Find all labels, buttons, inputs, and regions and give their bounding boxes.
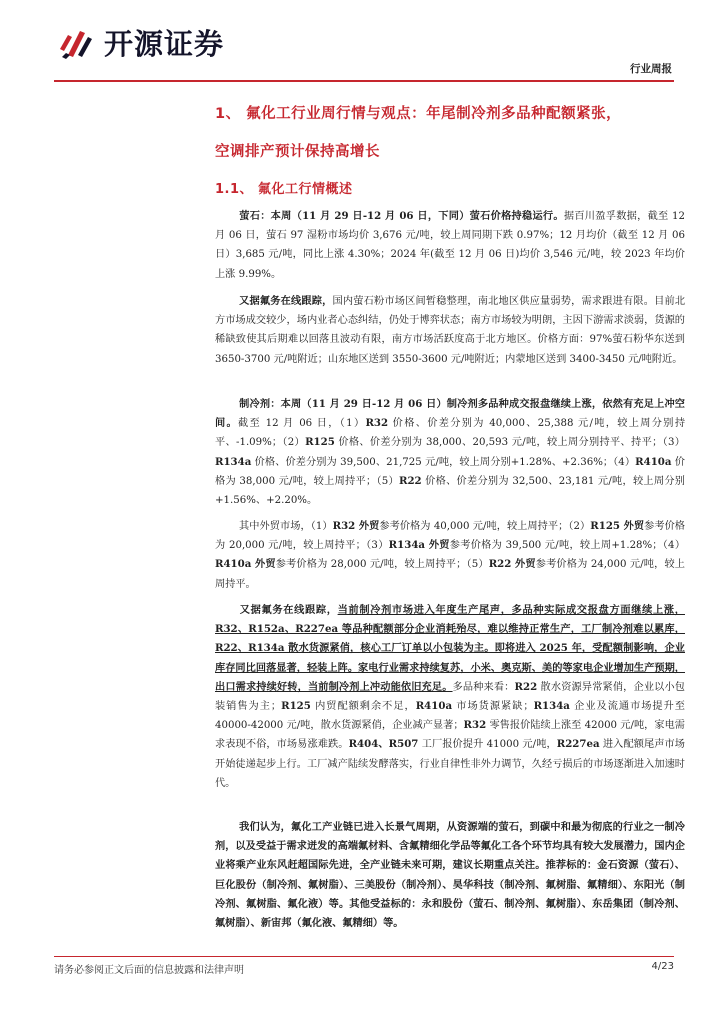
brand-logo [58, 22, 224, 63]
export-text: 参考价格为 39,500 元/吨，较上周+1.28%；（4） [449, 540, 686, 552]
fluorite-lead: 萤石：本周（11 月 29 日-12 月 06 日，下同）萤石价格持稳运行。 [239, 210, 564, 222]
report-type-label: 行业周报 [630, 63, 672, 75]
paragraph-fluorite-tracking [215, 292, 685, 369]
export-text: 参考价格为 28,000 元/吨，较上周持平；（5） [275, 559, 489, 571]
export-r32: R32 外贸 [332, 520, 380, 532]
refrig-track-r227ea: R227ea [556, 738, 600, 751]
refrig-track-text: 进入配额尾声市场开始徒递起步上行。工厂减产陆续发酵落实，行业自律性非外力调节，久经亏损后的市场逐渐进入加速时代。 [215, 739, 685, 789]
refrig-track-text: 零售报价陆续上涨至 42000 元/吨，家电需求表现不俗，市场易涨难跌。 [215, 720, 685, 751]
page-header [0, 0, 724, 75]
refrig-track-r404-r507: R404、R507 [348, 738, 419, 751]
refrigerant-r134a: R134a [215, 455, 252, 468]
investment-view-text: 我们认为，氟化工产业链已进入长景气周期，从资源端的萤石，到碳中和最为彻底的行业之一制冷剂，以及受益于需求迸发的高端氟材料、含氟精细化学品等氟化工各个环节均具有较大发展潜力，国内企业将乘产业东风赶超国际先进，全产业链未来可期，建议长期重点关注。推荐标的：金石资源（萤石）、巨化股份（制冷剂、氟树脂）、三美股份（制冷剂）、昊华科技（制冷剂、氟树脂、氟精细）、东阳光（制冷剂、氟树脂、氟化液）等。其他受益标的：永和股份（萤石、制冷剂、氟树脂）、东岳集团（制冷剂、氟树脂）、新宙邦（氟化液、氟精细）等。 [215, 821, 685, 930]
logo-mark-icon [58, 25, 98, 61]
refrig-track-highlight: 当前制冷剂市场进入年度生产尾声，多品种实际成交报盘方面继续上涨，R32、R152a、R227ea 等品种配额部分企业消耗殆尽，难以维持正常生产，工厂制冷剂难以累库，R22、R134a 散水货源紧俏，核心工厂订单以小包装为主。即将进入 2025 年，受配额制影响，企业库存同比回落显著，轻装上阵。家电行业需求持续复苏，小米、奥克斯、美的等家电企业增加生产预期，出口需求持续好转，当前制冷剂上冲动能依旧充足。 [215, 604, 685, 693]
section-1-title-line1: 1、 氟化工行业周行情与观点：年尾制冷剂多品种配额紧张， [215, 106, 622, 122]
refrig-track-r125: R125 [281, 700, 311, 713]
export-r134a: R134a 外贸 [388, 539, 450, 552]
refrig-track-r32: R32 [463, 719, 487, 732]
refrig-track-r410a: R410a [415, 700, 453, 713]
refrigerant-r32: R32 [365, 417, 389, 430]
paragraph-refrigerant-tracking [215, 601, 685, 793]
export-text: 其中外贸市场，（1） [239, 521, 333, 532]
fluorite-track-lead: 又据氟务在线跟踪， [239, 295, 333, 307]
refrig-track-r134a: R134a [533, 700, 570, 713]
refrig-track-text: 工厂报价提升 41000 元/吨， [418, 739, 557, 751]
page-number: 4/23 [651, 961, 674, 972]
refrigerant-text: 价格为 38,000 元/吨，较上周持平；（5） [215, 456, 685, 487]
refrigerant-r22: R22 [399, 474, 422, 487]
refrig-track-text: 市场货源紧缺； [452, 701, 534, 713]
paragraph-fluorite [215, 207, 685, 284]
refrig-track-text: 企业及流通市场提升至 40000-42000 元/吨，散水货源紧俏，企业减产显著； [215, 701, 685, 732]
refrigerant-lead: 制冷剂：本周（11 月 29 日-12 月 06 日）制冷剂多品种成交报盘继续上涨，依然有充足上冲空间。 [215, 398, 685, 430]
section-1-1-title: 1.1、 氟化工行情概述 [215, 182, 353, 197]
refrigerant-text: 价格、价差分别为 39,500、21,725 元/吨，较上周分别+1.28%、+2.36%；（4） [251, 456, 636, 468]
refrig-track-text: 内贸配额剩余不足， [310, 701, 416, 713]
refrigerant-text: 价格、价差分别为 38,000、20,593 元/吨，较上周分别持平、持平；（3） [334, 437, 685, 449]
export-r22: R22 外贸 [488, 558, 536, 571]
refrig-track-text: 多品种来看： [452, 681, 515, 693]
footer-divider [54, 956, 674, 957]
refrigerant-r410a: R410a [635, 455, 672, 468]
refrig-track-text: 散水资源异常紧俏，企业以小包装销售为主； [215, 681, 685, 713]
paragraph-refrigerant [215, 395, 685, 510]
refrig-track-lead: 又据氟务在线跟踪， [239, 604, 338, 616]
brand-name: 开源证券 [104, 27, 225, 61]
fluorite-body: 据百川盈孚数据，截至 12 月 06 日，萤石 97 湿粉市场均价 3,676 元/吨，较上周同期下跌 0.97%；12 月均价（截至 12 月 06 日）3,685 元/吨，同比上涨 4.30%；2024 年(截至 12 月 06 日)均价 3,546 元/吨，较 2023 年均价上涨 9.99%。 [215, 211, 686, 280]
fluorite-track-body: 国内萤石粉市场区间暂稳整理，南北地区供应量弱势，需求跟进有限。目前北方市场成交较少，场内业者心态纠结，仍处于博弈状态；南方市场较为明朗，主因下游需求淡弱，货源的稀缺致使其后期难以回落且波动有限，南方市场活跃度高于北方地区。价格方面：97%萤石粉华东送到 3650-3700 元/吨附近；山东地区送到 3550-3600 元/吨附近；内蒙地区送到 3400-3450 元/吨附近。 [215, 296, 686, 365]
export-r410a: R410a 外贸 [215, 558, 276, 571]
export-text: 参考价格为 40,000 元/吨，较上周持平；（2） [379, 521, 591, 532]
export-r125: R125 外贸 [590, 520, 645, 532]
refrig-track-r22: R22 [514, 680, 538, 693]
paragraph-investment-view [215, 818, 685, 933]
header-divider [54, 80, 674, 82]
refrigerant-text: 价格、价差分别为 40,000、25,388 元/吨，较上周分别持平、-1.09%；（2） [215, 418, 686, 449]
refrigerant-text: 截至 12 月 06 日，（1） [238, 418, 366, 430]
paragraph-export [215, 517, 685, 594]
section-1-title-line2: 空调排产预计保持高增长 [215, 144, 380, 160]
export-text: 参考价格为 20,000 元/吨，较上周持平；（3） [215, 521, 685, 552]
export-text: 参考价格为 24,000 元/吨，较上周持平。 [215, 559, 685, 590]
refrigerant-r125: R125 [305, 436, 335, 449]
refrigerant-text: 价格、价差分别为 32,500、23,181 元/吨，较上周分别+1.56%、+2.20%。 [215, 475, 685, 507]
footer-disclaimer: 请务必参阅正文后面的信息披露和法律声明 [54, 965, 244, 976]
